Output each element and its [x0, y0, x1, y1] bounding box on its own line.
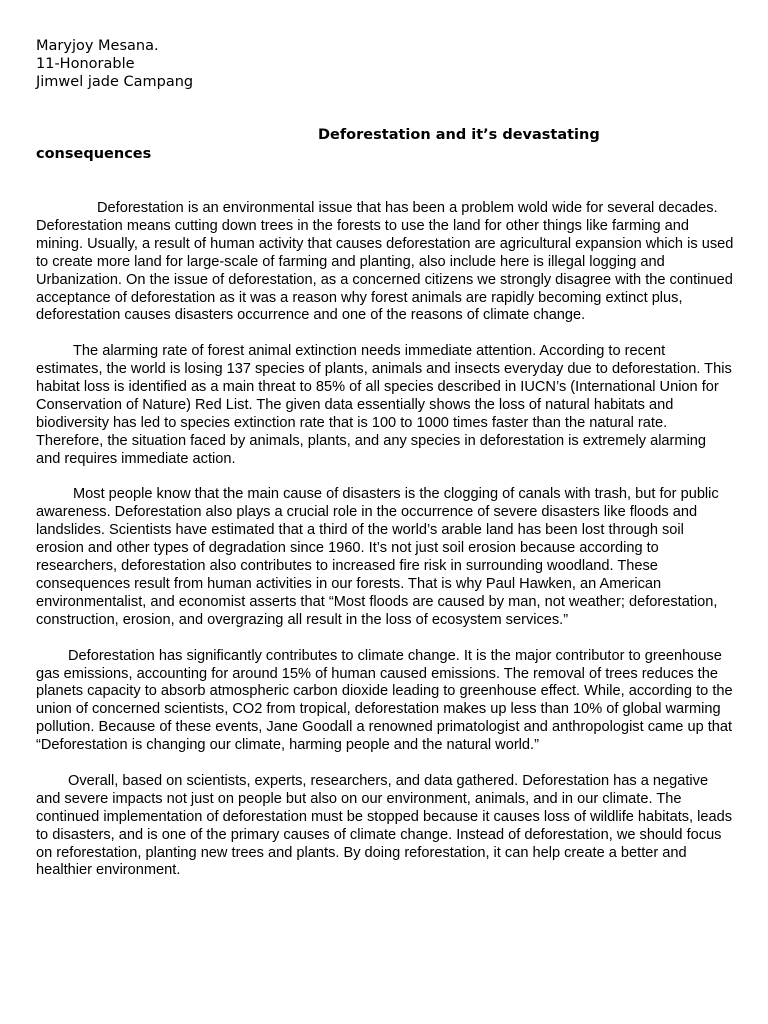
paragraph-disasters: Most people know that the main cause of disasters is the clogging of canals with trash, but for public awareness. Deforestation also plays a crucial role in the occurrence of severe disasters like floods and landslides. Scientists have estimated that a third of the world’s arable land has been lost through soil erosion and other types of degradation since 1960. It’s not just soil erosion because according to researchers, deforestation also contributes to increased fire risk in surrounding woodland. These consequences result from human activities in our forests. That is why Paul Hawken, an American environmentalist, and economist asserts that “Most floods are caused by man, not weather; deforestation, construction, erosion, and overgrazing all result in the loss of ecosystem services.”	[36, 486, 719, 628]
title-line-2: consequences	[36, 146, 152, 162]
paragraph-extinction: The alarming rate of forest animal extinction needs immediate attention. According to recent estimates, the world is losing 137 species of plants, animals and insects everyday due to deforestation. This habitat loss is identified as a main threat to 85% of all species described in IUCN’s (International Union for Conservation of Nature) Red List. The given data essentially shows the loss of natural habitats and biodiversity has led to species extinction rate that is 100 to 1000 times faster than the natural rate. Therefore, the situation faced by animals, plants, and any species in deforestation is extremely alarming and requires immediate action.	[36, 343, 732, 467]
paragraph-climate-change: Deforestation has significantly contributes to climate change. It is the major contributor to greenhouse gas emissions, accounting for around 15% of human caused emissions. The removal of trees reduces the planets capacity to absorb atmospheric carbon dioxide leading to greenhouse effect. While, according to the union of concerned scientists, CO2 from tropical, deforestation makes up less than 10% of global warming pollution. Because of these events, Jane Goodall a renowned primatologist and anthropologist came up that “Deforestation is changing our climate, harming people and the natural world.”	[36, 647, 733, 754]
document-title	[36, 126, 732, 164]
author-name-1: Maryjoy Mesana.	[36, 38, 159, 54]
title-line-1: Deforestation and it’s devastating	[318, 127, 600, 143]
paragraph-intro: Deforestation is an environmental issue that has been a problem wold wide for several decades. Deforestation means cutting down trees in the forests to use the land for other things like farming and mining. Usually, a result of human activity that causes deforestation are agricultural expansion which is used to create more land for large-scale of farming and planting, also include here is illegal logging and Urbanization. On the issue of deforestation, as a concerned citizens we strongly disagree with the continued acceptance of deforestation as it was a reason why forest animals are rapidly becoming extinct plus, deforestation causes disasters occurrence and one of the reasons of climate change.	[36, 200, 734, 324]
paragraph-conclusion: Overall, based on scientists, experts, researchers, and data gathered. Deforestation has a negative and severe impacts not just on people but also on our environment, animals, and in our climate. The continued implementation of deforestation must be stopped because it causes loss of wildlife habitats, leads to disasters, and is one of the primary causes of climate change. Instead of deforestation, we should focus on reforestation, planting new trees and plants. By doing reforestation, it can help create a better and healthier environment.	[36, 772, 733, 879]
section-name: 11-Honorable	[36, 56, 135, 72]
author-name-2: Jimwel jade Campang	[36, 74, 194, 90]
essay-body	[36, 200, 734, 898]
author-header	[36, 37, 193, 91]
